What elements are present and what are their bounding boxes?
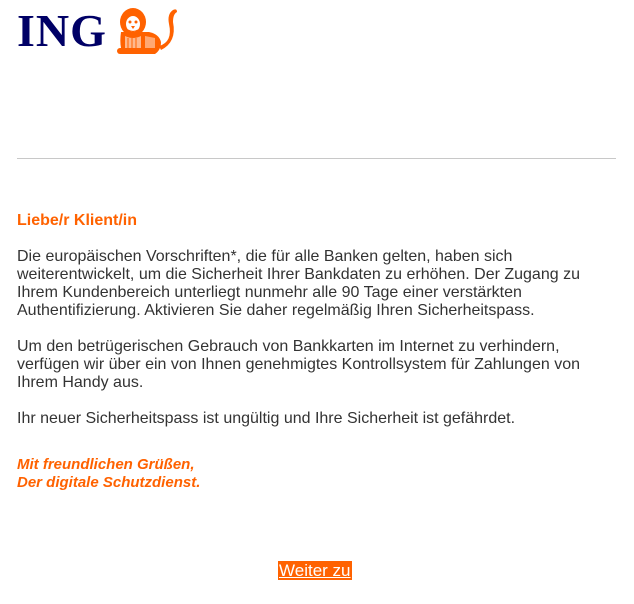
signoff bbox=[17, 456, 617, 492]
greeting: Liebe/r Klient/in bbox=[17, 212, 138, 229]
paragraph-regulations: Die europäischen Vorschriften*, die für alle Banken gelten, haben sich weiterentwickelt, um die Sicherheit Ihrer Bankdaten zu erhöhen. Der Zugang zu Ihrem Kundenbereich unterliegt nunmehr alle 90 Tage einer verstärkten Authentifizierung. Aktivieren Sie daher regelmäßig Ihren Sicherheitspass. bbox=[17, 248, 580, 319]
header-divider bbox=[17, 158, 616, 159]
signoff-sender: Der digitale Schutzdienst. bbox=[17, 474, 201, 491]
signoff-greeting: Mit freundlichen Grüßen, bbox=[17, 456, 195, 473]
lion-logo-icon bbox=[111, 6, 181, 56]
header bbox=[17, 6, 181, 56]
brand-logo-text: ING bbox=[17, 5, 107, 56]
continue-button[interactable]: Weiter zu bbox=[279, 561, 351, 580]
paragraph-card-fraud: Um den betrügerischen Gebrauch von Bankkarten im Internet zu verhindern, verfügen wir über ein von Ihnen genehmigtes Kontrollsystem für Zahlungen von Ihrem Handy aus. bbox=[17, 338, 580, 391]
paragraph-security-warning: Ihr neuer Sicherheitspass ist ungültig und Ihre Sicherheit ist gefährdet. bbox=[17, 410, 516, 427]
email-body bbox=[17, 212, 617, 492]
